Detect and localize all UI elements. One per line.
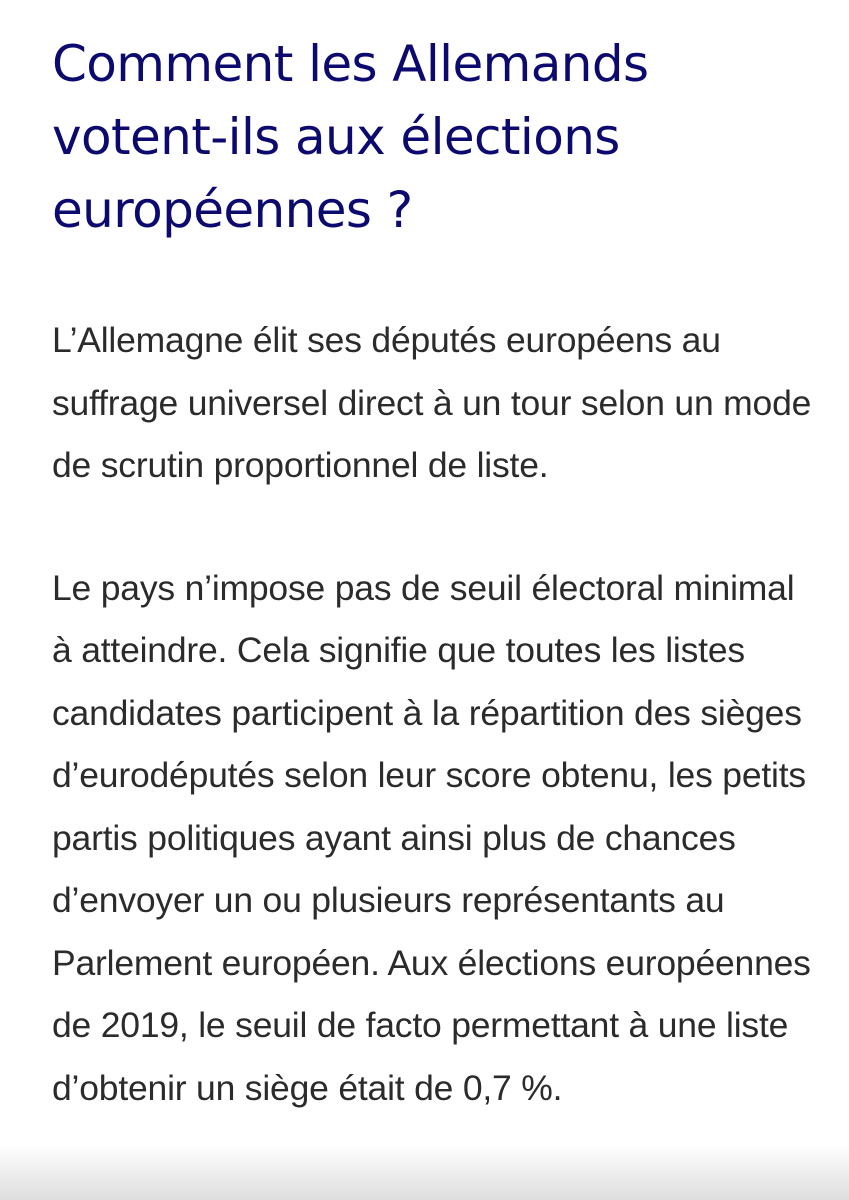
article-title: Comment les Allemands votent-ils aux élections européennes ? [52,35,649,239]
article-paragraph-threshold: Le pays n’impose pas de seuil électoral minimal à atteindre. Cela signifie que toutes les listes candidates participent à la répartition des sièges d’eurodéputés selon leur score obtenu, les petits partis politiques ayant ainsi plus de chances d’envoyer un ou plusieurs représentants au Parlement européen. Aux élections européennes de 2019, le seuil de facto permettant à une liste d’obtenir un siège était de 0,7 %. [52,567,811,1108]
article [52,28,812,1119]
article-paragraph-voting-system: L’Allemagne élit ses députés européens au suffrage universel direct à un tour selon un mode de scrutin proportionnel de liste. [52,320,812,485]
bottom-shadow [0,1145,849,1200]
